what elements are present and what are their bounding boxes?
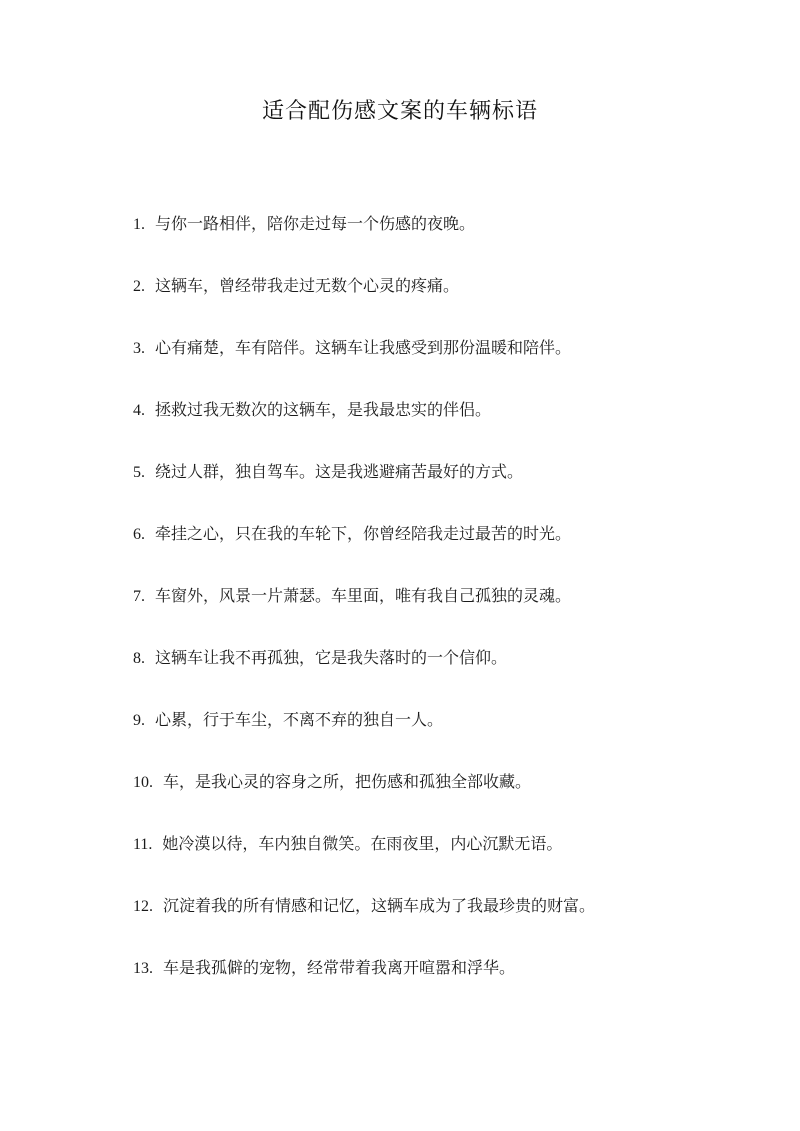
list-item <box>133 584 733 646</box>
item-number: 11. <box>133 836 153 853</box>
item-text: 这辆车，曾经带我走过无数个心灵的疼痛。 <box>155 276 460 295</box>
list-item <box>133 956 733 1018</box>
list-item <box>133 832 733 894</box>
item-number: 10. <box>133 774 153 791</box>
item-text: 她冷漠以待，车内独自微笑。在雨夜里，内心沉默无语。 <box>162 834 563 853</box>
slogan-list <box>133 212 733 1018</box>
item-text: 牵挂之心，只在我的车轮下，你曾经陪我走过最苦的时光。 <box>155 524 572 543</box>
item-number: 4. <box>133 402 145 419</box>
item-text: 车是我孤僻的宠物，经常带着我离开喧嚣和浮华。 <box>163 958 516 977</box>
item-text: 与你一路相伴，陪你走过每一个伤感的夜晚。 <box>155 214 476 233</box>
item-text: 拯救过我无数次的这辆车，是我最忠实的伴侣。 <box>155 400 492 419</box>
list-item <box>133 398 733 460</box>
item-text: 沉淀着我的所有情感和记忆，这辆车成为了我最珍贵的财富。 <box>163 896 596 915</box>
item-number: 9. <box>133 712 145 729</box>
page-title: 适合配伤感文案的车辆标语 <box>261 99 538 124</box>
item-text: 心有痛楚，车有陪伴。这辆车让我感受到那份温暖和陪伴。 <box>155 338 572 357</box>
item-text: 这辆车让我不再孤独，它是我失落时的一个信仰。 <box>155 648 508 667</box>
list-item <box>133 894 733 956</box>
item-text: 车窗外，风景一片萧瑟。车里面，唯有我自己孤独的灵魂。 <box>155 586 572 605</box>
item-text: 绕过人群，独自驾车。这是我逃避痛苦最好的方式。 <box>155 462 524 481</box>
item-text: 心累，行于车尘，不离不弃的独自一人。 <box>155 710 444 729</box>
list-item <box>133 212 733 274</box>
list-item <box>133 522 733 584</box>
item-number: 7. <box>133 588 145 605</box>
list-item <box>133 646 733 708</box>
item-number: 13. <box>133 960 153 977</box>
item-number: 6. <box>133 526 145 543</box>
item-number: 5. <box>133 464 145 481</box>
list-item <box>133 336 733 398</box>
item-number: 1. <box>133 216 145 233</box>
list-item <box>133 274 733 336</box>
list-item <box>133 460 733 522</box>
list-item <box>133 708 733 770</box>
item-number: 3. <box>133 340 145 357</box>
item-number: 2. <box>133 278 145 295</box>
item-number: 8. <box>133 650 145 667</box>
item-text: 车，是我心灵的容身之所，把伤感和孤独全部收藏。 <box>163 772 532 791</box>
list-item <box>133 770 733 832</box>
item-number: 12. <box>133 898 153 915</box>
